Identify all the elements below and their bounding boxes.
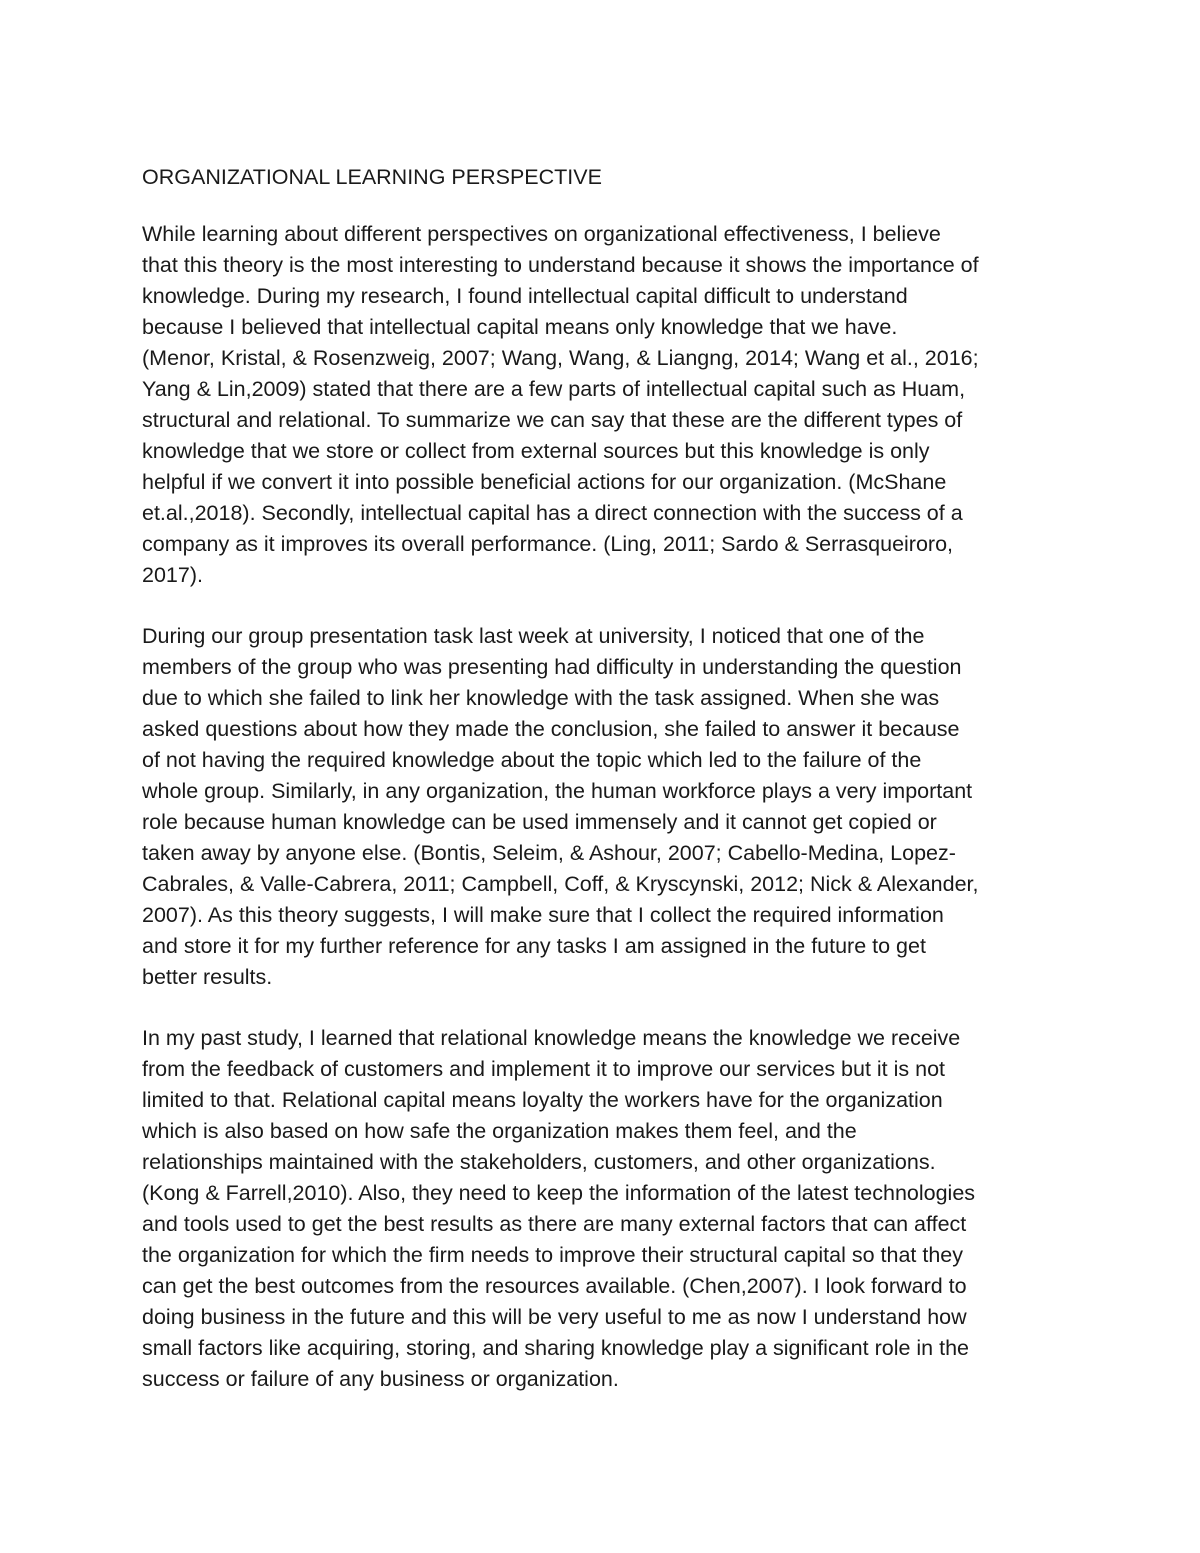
paragraph-line: and store it for my further reference for any tasks I am assigned in the future to get <box>142 934 926 958</box>
paragraph-line: knowledge that we store or collect from external sources but this knowledge is only <box>142 439 930 463</box>
paragraph-line: from the feedback of customers and implement it to improve our services but it is not <box>142 1057 946 1081</box>
document-body <box>142 162 1072 1425</box>
paragraph-3 <box>142 1023 1072 1395</box>
paragraph-line: While learning about different perspectives on organizational effectiveness, I believe <box>142 222 941 246</box>
paragraph-line: helpful if we convert it into possible beneficial actions for our organization. (McShane <box>142 470 947 494</box>
paragraph-line: et.al.,2018). Secondly, intellectual capital has a direct connection with the success of a <box>142 501 963 525</box>
paragraph-2 <box>142 621 1072 993</box>
paragraph-line: structural and relational. To summarize we can say that these are the different types of <box>142 408 963 432</box>
paragraph-line: and tools used to get the best results as there are many external factors that can affect <box>142 1212 967 1236</box>
paragraph-line: due to which she failed to link her knowledge with the task assigned. When she was <box>142 686 940 710</box>
paragraph-line: asked questions about how they made the conclusion, she failed to answer it because <box>142 717 960 741</box>
paragraph-line: can get the best outcomes from the resources available. (Chen,2007). I look forward to <box>142 1274 967 1298</box>
paragraph-line: company as it improves its overall performance. (Ling, 2011; Sardo & Serrasqueiroro, <box>142 532 954 556</box>
paragraph-line: doing business in the future and this will be very useful to me as now I understand how <box>142 1305 967 1329</box>
paragraph-line: success or failure of any business or organization. <box>142 1367 619 1391</box>
paragraph-line: the organization for which the firm needs to improve their structural capital so that they <box>142 1243 963 1267</box>
paragraph-list <box>142 219 1072 1395</box>
paragraph-line: knowledge. During my research, I found intellectual capital difficult to understand <box>142 284 908 308</box>
paragraph-line: which is also based on how safe the organization makes them feel, and the <box>142 1119 857 1143</box>
paragraph-line: whole group. Similarly, in any organization, the human workforce plays a very important <box>142 779 973 803</box>
paragraph-line: better results. <box>142 965 273 989</box>
paragraph-line: because I believed that intellectual capital means only knowledge that we have. <box>142 315 898 339</box>
paragraph-line: During our group presentation task last week at university, I noticed that one of the <box>142 624 925 648</box>
paragraph-line: of not having the required knowledge about the topic which led to the failure of the <box>142 748 922 772</box>
paragraph-line: small factors like acquiring, storing, and sharing knowledge play a significant role in the <box>142 1336 969 1360</box>
paragraph-line: (Kong & Farrell,2010). Also, they need to keep the information of the latest technologies <box>142 1181 976 1205</box>
paragraph-line: Yang & Lin,2009) stated that there are a few parts of intellectual capital such as Huam, <box>142 377 966 401</box>
paragraph-line: members of the group who was presenting had difficulty in understanding the question <box>142 655 962 679</box>
paragraph-line: (Menor, Kristal, & Rosenzweig, 2007; Wang, Wang, & Liangng, 2014; Wang et al., 2016; <box>142 346 979 370</box>
paragraph-line: role because human knowledge can be used immensely and it cannot get copied or <box>142 810 937 834</box>
paragraph-line: that this theory is the most interesting to understand because it shows the importance of <box>142 253 979 277</box>
paragraph-line: relationships maintained with the stakeholders, customers, and other organizations. <box>142 1150 936 1174</box>
paragraph-line: Cabrales, & Valle-Cabrera, 2011; Campbell, Coff, & Kryscynski, 2012; Nick & Alexander, <box>142 872 979 896</box>
paragraph-line: In my past study, I learned that relational knowledge means the knowledge we receive <box>142 1026 961 1050</box>
paragraph-line: limited to that. Relational capital means loyalty the workers have for the organization <box>142 1088 943 1112</box>
paragraph-line: taken away by anyone else. (Bontis, Seleim, & Ashour, 2007; Cabello-Medina, Lopez- <box>142 841 956 865</box>
document-title: ORGANIZATIONAL LEARNING PERSPECTIVE <box>142 165 602 189</box>
paragraph-line: 2007). As this theory suggests, I will make sure that I collect the required information <box>142 903 944 927</box>
paragraph-line: 2017). <box>142 563 203 587</box>
paragraph-1 <box>142 219 1072 591</box>
